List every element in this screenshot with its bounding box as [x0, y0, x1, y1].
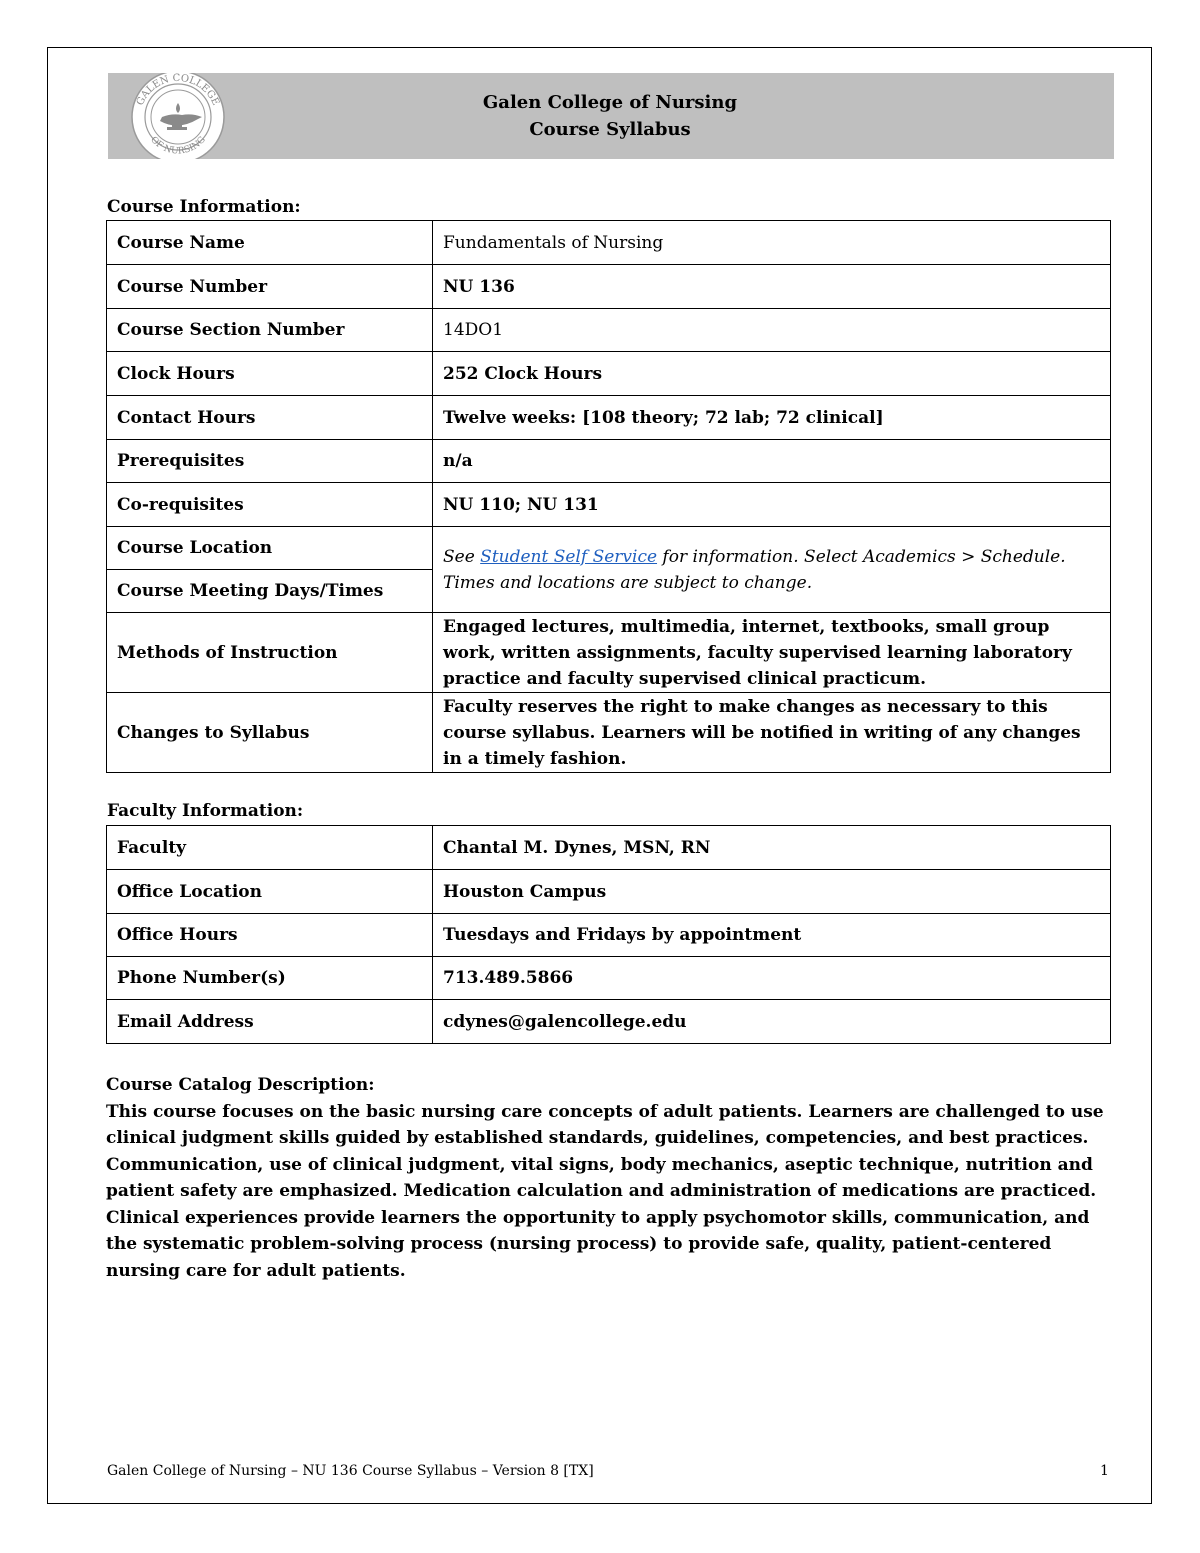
table-row [107, 396, 1111, 440]
row-label: Course Section Number [107, 309, 433, 352]
table-row [107, 613, 1111, 693]
row-label: Methods of Instruction [107, 613, 433, 693]
table-row [107, 914, 1111, 957]
course-catalog-description [106, 1072, 1116, 1284]
row-value: Chantal M. Dynes, MSN, RN [433, 826, 1111, 870]
row-label: Email Address [107, 1000, 433, 1044]
location-note [433, 527, 1111, 613]
page-number: 1 [1100, 1463, 1109, 1479]
row-value: 14DO1 [433, 309, 1111, 352]
row-value: Engaged lectures, multimedia, internet, textbooks, small group work, written assignments, faculty supervised learning laboratory practice and faculty supervised clinical practicum. [433, 613, 1111, 693]
table-row [107, 352, 1111, 396]
table-row [107, 309, 1111, 352]
row-label: Co-requisites [107, 483, 433, 527]
row-label: Course Name [107, 221, 433, 265]
location-note-suffix: for information. Select Academics > Schedule. Times and locations are subject to change. [443, 546, 1066, 593]
table-row [107, 221, 1111, 265]
location-note-prefix: See [443, 546, 481, 567]
table-row [107, 265, 1111, 309]
table-row [107, 440, 1111, 483]
row-label: Course Location [107, 527, 433, 570]
faculty-info-table [106, 825, 1111, 1044]
row-value: Houston Campus [433, 870, 1111, 914]
row-value: Fundamentals of Nursing [433, 221, 1111, 265]
seal-text-bottom: OF NURSING [148, 134, 208, 157]
row-label: Prerequisites [107, 440, 433, 483]
table-row [107, 826, 1111, 870]
table-row [107, 870, 1111, 914]
table-row [107, 957, 1111, 1000]
college-seal-logo [112, 73, 232, 159]
row-value: Twelve weeks: [108 theory; 72 lab; 72 clinical] [433, 396, 1111, 440]
table-row [107, 483, 1111, 527]
row-label: Faculty [107, 826, 433, 870]
header-title-line2: Course Syllabus [529, 119, 691, 140]
table-row [107, 1000, 1111, 1044]
faculty-info-label: Faculty Information: [107, 801, 304, 821]
row-value: 252 Clock Hours [433, 352, 1111, 396]
row-label: Course Number [107, 265, 433, 309]
catalog-text: This course focuses on the basic nursing care concepts of adult patients. Learners are challenged to use clinical judgment skills guided by established standards, guidelines, competencies, and best practices. Communication, use of clinical judgment, vital signs, body mechanics, aseptic technique, nutrition and patient safety are emphasized. Medication calculation and administration of medications are practiced. Clinical experiences provide learners the opportunity to apply psychomotor skills, communication, and the systematic problem-solving process (nursing process) to provide safe, quality, patient-centered nursing care for adult patients. [106, 1101, 1104, 1281]
row-value: Tuesdays and Fridays by appointment [433, 914, 1111, 957]
row-label: Office Location [107, 870, 433, 914]
row-value: NU 136 [433, 265, 1111, 309]
catalog-heading: Course Catalog Description: [106, 1075, 375, 1095]
table-row [107, 693, 1111, 773]
seal-text-top: GALEN COLLEGE [134, 73, 222, 108]
footer-text: Galen College of Nursing – NU 136 Course Syllabus – Version 8 [TX] [107, 1463, 594, 1479]
course-info-label: Course Information: [107, 197, 301, 217]
row-label: Course Meeting Days/Times [107, 570, 433, 613]
table-row [107, 527, 1111, 570]
row-label: Office Hours [107, 914, 433, 957]
header-title-line1: Galen College of Nursing [482, 92, 738, 113]
course-info-table [106, 220, 1111, 773]
row-value: 713.489.5866 [433, 957, 1111, 1000]
student-self-service-link[interactable]: Student Self Service [480, 546, 658, 567]
row-value: NU 110; NU 131 [433, 483, 1111, 527]
row-value: Faculty reserves the right to make changes as necessary to this course syllabus. Learners will be notified in writing of any changes in a timely fashion. [433, 693, 1111, 773]
row-label: Clock Hours [107, 352, 433, 396]
row-label: Changes to Syllabus [107, 693, 433, 773]
row-label: Contact Hours [107, 396, 433, 440]
row-label: Phone Number(s) [107, 957, 433, 1000]
email-value: cdynes@galencollege.edu [433, 1000, 1111, 1044]
row-value: n/a [433, 440, 1111, 483]
